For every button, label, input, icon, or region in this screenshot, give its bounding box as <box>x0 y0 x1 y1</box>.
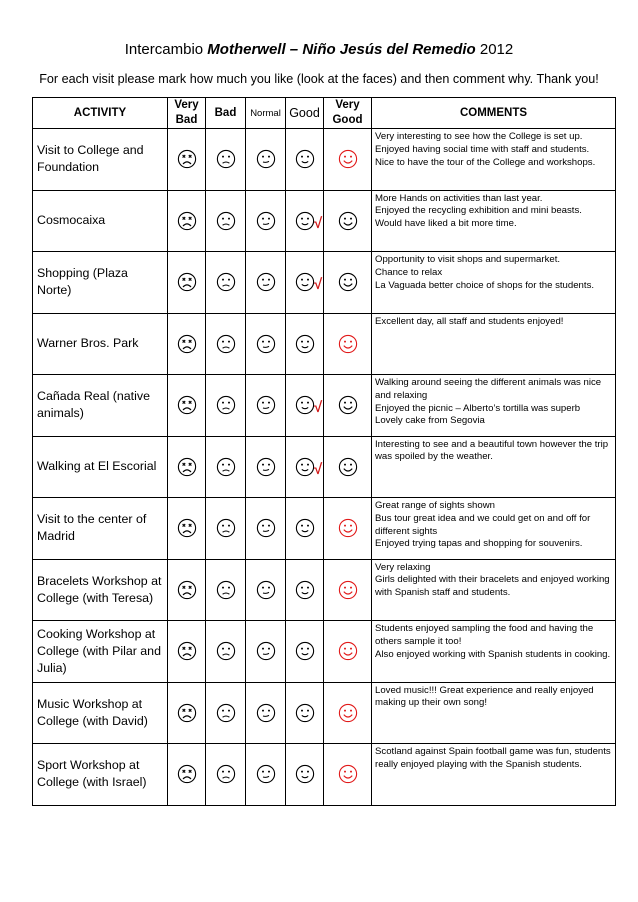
rating-cell-very-bad[interactable] <box>168 621 206 683</box>
rating-cell-normal[interactable] <box>246 498 286 560</box>
comment-line: Would have liked a bit more time. <box>375 218 517 230</box>
table-row <box>33 375 616 437</box>
rating-cell-bad[interactable] <box>206 129 246 191</box>
good-face-icon <box>295 272 315 292</box>
bad-face-icon <box>216 149 236 169</box>
rating-cell-good[interactable] <box>286 436 324 498</box>
good-face-icon <box>295 703 315 723</box>
very-bad-face-icon <box>177 518 197 538</box>
comment-line: Bus tour great idea and we could get on and off for different sights <box>375 512 591 537</box>
very-bad-face-icon <box>177 334 197 354</box>
very-good-header: Very Good <box>324 98 372 129</box>
very-bad-face-icon <box>177 641 197 661</box>
rating-cell-bad[interactable] <box>206 375 246 437</box>
instructions-text: For each visit please mark how much you like (look at the faces) and then comment why. Thank you! <box>39 72 599 86</box>
comments-cell <box>372 498 616 560</box>
rating-cell-very-good[interactable] <box>324 682 372 744</box>
good-face-icon <box>295 457 315 477</box>
rating-cell-very-good[interactable] <box>324 129 372 191</box>
comment-line: Very relaxing <box>375 561 431 573</box>
bad-face-icon <box>216 764 236 784</box>
normal-face-icon <box>256 641 276 661</box>
comment-line: Enjoyed the picnic – Alberto’s tortilla was superb <box>375 402 581 414</box>
good-header: Good <box>286 98 324 129</box>
bad-face-icon <box>216 334 236 354</box>
rating-cell-good[interactable] <box>286 621 324 683</box>
very-bad-face-icon <box>177 580 197 600</box>
table-row <box>33 190 616 252</box>
good-face-icon <box>295 518 315 538</box>
rating-cell-normal[interactable] <box>246 744 286 806</box>
activity-cell: Visit to the center of Madrid <box>33 498 168 560</box>
check-mark-icon: √ <box>314 214 323 232</box>
comment-line: Lovely cake from Segovia <box>375 415 485 427</box>
comment-line: Excellent day, all staff and students enjoyed! <box>375 315 564 327</box>
rating-cell-normal[interactable] <box>246 559 286 621</box>
comment-line: Enjoyed trying tapas and shopping for souvenirs. <box>375 538 583 550</box>
comment-line: Enjoyed having social time with staff and students. <box>375 143 590 155</box>
table-row <box>33 621 616 683</box>
normal-face-icon <box>256 149 276 169</box>
very-good-face-icon <box>338 641 358 661</box>
very-bad-face-icon <box>177 149 197 169</box>
title-suffix: 2012 <box>475 41 514 58</box>
bad-face-icon <box>216 272 236 292</box>
rating-cell-bad[interactable] <box>206 190 246 252</box>
comments-cell <box>372 682 616 744</box>
activity-cell: Warner Bros. Park <box>33 313 168 375</box>
activity-header: ACTIVITY <box>33 98 168 129</box>
very-good-face-icon <box>338 703 358 723</box>
bad-face-icon <box>216 457 236 477</box>
feedback-table <box>32 97 616 806</box>
good-face-icon <box>295 211 315 231</box>
rating-cell-good[interactable] <box>286 252 324 314</box>
rating-cell-very-good[interactable] <box>324 313 372 375</box>
comment-line: Opportunity to visit shops and supermarket. <box>375 254 561 265</box>
rating-cell-good[interactable] <box>286 744 324 806</box>
normal-face-icon <box>256 211 276 231</box>
very-bad-face-icon <box>177 395 197 415</box>
activity-cell: Sport Workshop at College (with Israel) <box>33 744 168 806</box>
bad-header: Bad <box>206 98 246 129</box>
very-bad-header: Very Bad <box>168 98 206 129</box>
rating-cell-very-bad[interactable] <box>168 313 206 375</box>
comment-line: Enjoyed the recycling exhibition and mini beasts. <box>375 205 582 217</box>
check-mark-icon: √ <box>314 460 323 478</box>
good-face-icon <box>295 334 315 354</box>
very-good-face-icon <box>338 580 358 600</box>
bad-face-icon <box>216 641 236 661</box>
good-face-icon <box>295 149 315 169</box>
normal-face-icon <box>256 580 276 600</box>
comments-header: COMMENTS <box>372 98 616 129</box>
bad-face-icon <box>216 395 236 415</box>
comment-line: Girls delighted with their bracelets and enjoyed working with Spanish staff and students. <box>375 574 610 599</box>
rating-cell-bad[interactable] <box>206 252 246 314</box>
rating-cell-good[interactable] <box>286 559 324 621</box>
rating-cell-good[interactable] <box>286 190 324 252</box>
rating-cell-normal[interactable] <box>246 682 286 744</box>
rating-cell-very-good[interactable] <box>324 252 372 314</box>
table-row <box>33 313 616 375</box>
rating-cell-very-good[interactable] <box>324 744 372 806</box>
rating-cell-very-good[interactable] <box>324 190 372 252</box>
table-row <box>33 559 616 621</box>
table-row <box>33 498 616 560</box>
activity-cell: Cosmocaixa <box>33 190 168 252</box>
rating-cell-bad[interactable] <box>206 682 246 744</box>
good-face-icon <box>295 395 315 415</box>
normal-face-icon <box>256 395 276 415</box>
comments-cell <box>372 375 616 437</box>
rating-cell-bad[interactable] <box>206 313 246 375</box>
normal-header: Normal <box>246 98 286 129</box>
comment-line: Loved music!!! Great experience and really enjoyed making up their own song! <box>375 684 594 709</box>
bad-face-icon <box>216 518 236 538</box>
activity-cell: Shopping (Plaza Norte) <box>33 252 168 314</box>
very-bad-face-icon <box>177 703 197 723</box>
rating-cell-very-bad[interactable] <box>168 559 206 621</box>
rating-cell-normal[interactable] <box>246 129 286 191</box>
table-row <box>33 744 616 806</box>
very-bad-face-icon <box>177 457 197 477</box>
comments-cell <box>372 252 616 314</box>
table-row <box>33 682 616 744</box>
normal-face-icon <box>256 457 276 477</box>
rating-cell-very-bad[interactable] <box>168 436 206 498</box>
check-mark-icon: √ <box>314 399 323 416</box>
comment-line: Great range of sights shown <box>375 500 495 511</box>
rating-cell-bad[interactable] <box>206 559 246 621</box>
comments-cell <box>372 621 616 683</box>
comments-cell <box>372 559 616 621</box>
rating-cell-bad[interactable] <box>206 436 246 498</box>
comment-line: La Vaguada better choice of shops for the students. <box>375 279 595 291</box>
comments-cell <box>372 313 616 375</box>
rating-cell-good[interactable] <box>286 375 324 437</box>
rating-cell-bad[interactable] <box>206 498 246 560</box>
good-face-icon <box>295 641 315 661</box>
title-emphasis: Motherwell – Niño Jesús del Remedio <box>207 41 476 58</box>
very-good-face-icon <box>338 764 358 784</box>
comment-line: Interesting to see and a beautiful town however the trip was spoiled by the weather. <box>375 438 609 463</box>
comment-line: More Hands on activities than last year. <box>375 192 543 204</box>
rating-cell-good[interactable] <box>286 129 324 191</box>
activity-cell: Bracelets Workshop at College (with Teresa) <box>33 559 168 621</box>
activity-cell: Music Workshop at College (with David) <box>33 682 168 744</box>
normal-face-icon <box>256 703 276 723</box>
comment-line: Scotland against Spain football game was fun, students really enjoyed playing with the Spanish students. <box>375 746 611 770</box>
comment-line: Also enjoyed working with Spanish students in cooking. <box>375 648 611 660</box>
rating-cell-good[interactable] <box>286 313 324 375</box>
title-prefix: Intercambio <box>124 41 208 58</box>
activity-cell: Cañada Real (native animals) <box>33 375 168 437</box>
table-row <box>33 129 616 191</box>
activity-cell: Cooking Workshop at College (with Pilar and Julia) <box>33 621 168 683</box>
very-good-face-icon <box>338 149 358 169</box>
table-row <box>33 436 616 498</box>
very-bad-face-icon <box>177 764 197 784</box>
rating-cell-bad[interactable] <box>206 621 246 683</box>
rating-cell-very-bad[interactable] <box>168 498 206 560</box>
rating-cell-good[interactable] <box>286 498 324 560</box>
good-face-icon <box>295 580 315 600</box>
very-good-face-icon <box>338 395 358 415</box>
very-good-face-icon <box>338 457 358 477</box>
rating-cell-normal[interactable] <box>246 252 286 314</box>
rating-cell-normal[interactable] <box>246 190 286 252</box>
comment-line: Nice to have the tour of the College and workshops. <box>375 156 596 168</box>
good-face-icon <box>295 764 315 784</box>
activity-cell: Walking at El Escorial <box>33 436 168 498</box>
rating-cell-very-good[interactable] <box>324 621 372 683</box>
normal-face-icon <box>256 518 276 538</box>
rating-cell-very-bad[interactable] <box>168 190 206 252</box>
rating-cell-normal[interactable] <box>246 375 286 437</box>
comment-line: Students enjoyed sampling the food and having the others sample it too! <box>375 623 594 647</box>
normal-face-icon <box>256 334 276 354</box>
very-good-face-icon <box>338 272 358 292</box>
comment-line: Chance to relax <box>375 266 443 278</box>
comments-cell <box>372 744 616 806</box>
very-bad-face-icon <box>177 272 197 292</box>
normal-face-icon <box>256 272 276 292</box>
bad-face-icon <box>216 703 236 723</box>
activity-cell: Visit to College and Foundation <box>33 129 168 191</box>
header-row <box>33 98 616 129</box>
rating-cell-very-bad[interactable] <box>168 129 206 191</box>
rating-cell-very-bad[interactable] <box>168 744 206 806</box>
rating-cell-very-good[interactable] <box>324 436 372 498</box>
comments-cell <box>372 436 616 498</box>
very-good-face-icon <box>338 518 358 538</box>
rating-cell-very-bad[interactable] <box>168 252 206 314</box>
rating-cell-very-bad[interactable] <box>168 682 206 744</box>
very-good-face-icon <box>338 211 358 231</box>
bad-face-icon <box>216 211 236 231</box>
comments-cell <box>372 129 616 191</box>
very-bad-face-icon <box>177 211 197 231</box>
comment-line: Walking around seeing the different animals was nice and relaxing <box>375 377 602 401</box>
very-good-face-icon <box>338 334 358 354</box>
rating-cell-very-good[interactable] <box>324 559 372 621</box>
normal-face-icon <box>256 764 276 784</box>
bad-face-icon <box>216 580 236 600</box>
rating-cell-very-good[interactable] <box>324 498 372 560</box>
rating-cell-normal[interactable] <box>246 621 286 683</box>
comments-cell <box>372 190 616 252</box>
rating-cell-very-good[interactable] <box>324 375 372 437</box>
comment-line: Very interesting to see how the College is set up. <box>375 131 583 142</box>
table-row <box>33 252 616 314</box>
page-title <box>0 41 638 59</box>
rating-cell-good[interactable] <box>286 682 324 744</box>
rating-cell-bad[interactable] <box>206 744 246 806</box>
rating-cell-normal[interactable] <box>246 436 286 498</box>
check-mark-icon: √ <box>314 276 323 293</box>
rating-cell-very-bad[interactable] <box>168 375 206 437</box>
rating-cell-normal[interactable] <box>246 313 286 375</box>
